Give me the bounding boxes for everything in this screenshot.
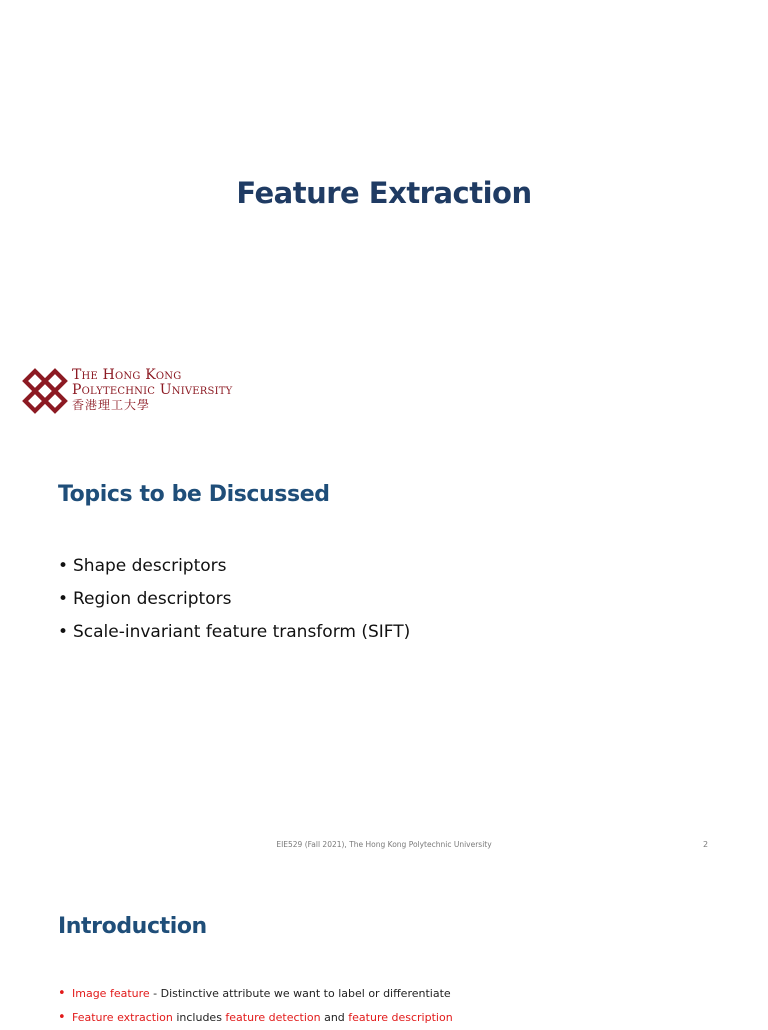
list-item (58, 550, 410, 583)
bullet-icon: • (58, 1010, 66, 1025)
logo-line-english-2: Polytechnic University (72, 382, 233, 398)
definition-text: - Distinctive attribute we want to label or differentiate (149, 987, 451, 1000)
polyu-emblem-icon (22, 366, 70, 418)
logo-wordmark (72, 368, 232, 413)
slide-title: Feature Extraction (236, 176, 532, 210)
bullet-icon: • (58, 589, 69, 609)
list-item-text: Region descriptors (73, 589, 232, 609)
list-item (58, 583, 410, 616)
bullet-icon: • (58, 986, 66, 1001)
slide-heading: Topics to be Discussed (58, 482, 330, 507)
list-item (58, 616, 410, 649)
page-number: 2 (703, 840, 709, 849)
topics-slide (0, 432, 768, 864)
university-logo (22, 366, 282, 422)
bullet-icon: • (58, 622, 69, 642)
list-item (58, 1006, 453, 1030)
title-slide (0, 0, 768, 432)
logo-line-chinese: 香港理工大學 (72, 398, 151, 412)
slide-heading: Introduction (58, 914, 207, 939)
connector-text: and (320, 1011, 349, 1024)
term-highlight: feature detection (225, 1011, 321, 1024)
introduction-list (58, 982, 453, 1030)
bullet-icon: • (58, 556, 69, 576)
slide-footer: EIE529 (Fall 2021), The Hong Kong Polytechnic University (276, 840, 492, 849)
list-item-text: Shape descriptors (73, 556, 227, 576)
topics-list (58, 550, 410, 649)
introduction-slide (0, 864, 768, 1024)
term-highlight: Feature extraction (72, 1011, 173, 1024)
term-highlight: feature description (348, 1011, 453, 1024)
list-item (58, 982, 453, 1006)
list-item-text: Scale-invariant feature transform (SIFT) (73, 622, 411, 642)
logo-line-english-1: The Hong Kong (72, 367, 182, 383)
connector-text: includes (172, 1011, 226, 1024)
term-highlight: Image feature (72, 987, 150, 1000)
